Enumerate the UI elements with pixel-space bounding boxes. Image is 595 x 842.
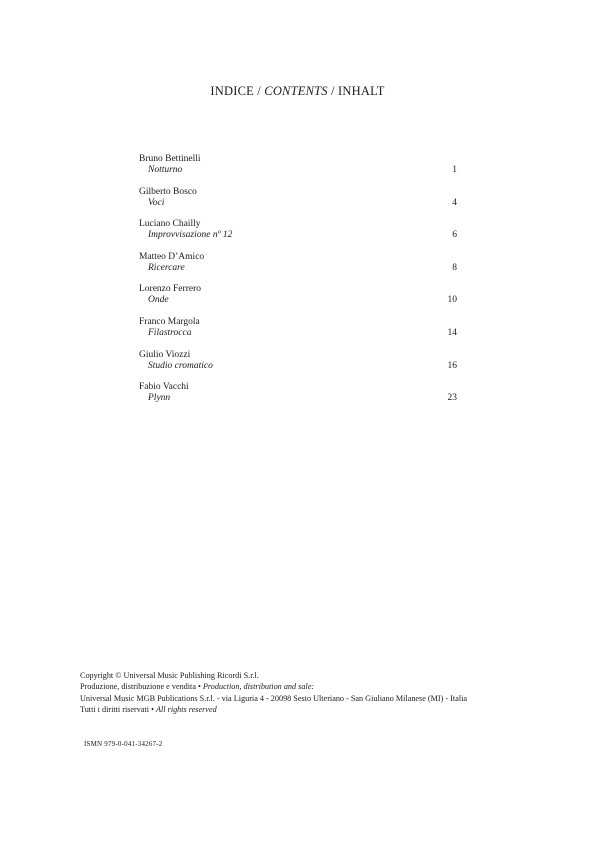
work-title: Onde: [148, 295, 169, 306]
work-title: Studio cromatico: [148, 360, 213, 371]
publisher-address: Universal Music MGB Publications S.r.l. - via Liguria 4 - 20098 Sesto Ulteriano - San Giuliano Milanese (MI) - Italia: [80, 693, 468, 703]
composer-name: Matteo D’Amico: [139, 251, 205, 262]
title-inhalt: / INHALT: [327, 84, 385, 98]
toc-entry: [139, 187, 459, 220]
composer-name: Gilberto Bosco: [139, 186, 197, 197]
toc-entry: [139, 252, 459, 285]
composer-name: Fabio Vacchi: [139, 382, 189, 393]
toc-entry: [139, 154, 459, 187]
page-number: 8: [452, 262, 457, 273]
page-number: 16: [447, 360, 457, 371]
ismn-number: ISMN 979-0-041-34267-2: [84, 740, 163, 748]
work-title: Voci: [148, 197, 165, 208]
composer-name: Franco Margola: [139, 316, 200, 327]
distribution-label-english: Production, distribution and sale:: [202, 682, 315, 692]
work-title: Plynn: [148, 393, 171, 404]
toc-entry: [139, 284, 459, 317]
page-number: 6: [452, 230, 457, 241]
title-contents: CONTENTS: [264, 84, 328, 98]
rights-label: Tutti i diritti riservati •: [80, 704, 157, 714]
rights-label-english: All rights reserved: [156, 704, 217, 714]
distribution-line: [80, 681, 550, 692]
toc-entry: [139, 317, 459, 350]
page-number: 23: [447, 393, 457, 404]
composer-name: Bruno Bettinelli: [139, 154, 201, 164]
work-title: Improvvisazione nº 12: [148, 230, 233, 241]
table-of-contents: [139, 154, 459, 415]
toc-entry: [139, 219, 459, 252]
page-number: 1: [452, 165, 457, 175]
rights-line: [80, 704, 550, 715]
work-title: Filastrocca: [148, 327, 192, 338]
title-indice: INDICE /: [210, 84, 265, 98]
composer-name: Luciano Chailly: [139, 219, 201, 230]
copyright-line: Copyright © Universal Music Publishing Ricordi S.r.l.: [80, 671, 259, 680]
work-title: Notturno: [148, 165, 183, 175]
toc-entry: [139, 350, 459, 383]
copyright-block: [80, 670, 550, 715]
page-title: [0, 84, 595, 99]
composer-name: Lorenzo Ferrero: [139, 284, 201, 295]
page-number: 14: [447, 327, 457, 338]
distribution-label: Produzione, distribuzione e vendita •: [80, 682, 203, 692]
composer-name: Giulio Viozzi: [139, 349, 191, 360]
toc-entry: [139, 382, 459, 415]
page-number: 10: [447, 295, 457, 306]
page-number: 4: [452, 197, 457, 208]
work-title: Ricercare: [148, 262, 185, 273]
